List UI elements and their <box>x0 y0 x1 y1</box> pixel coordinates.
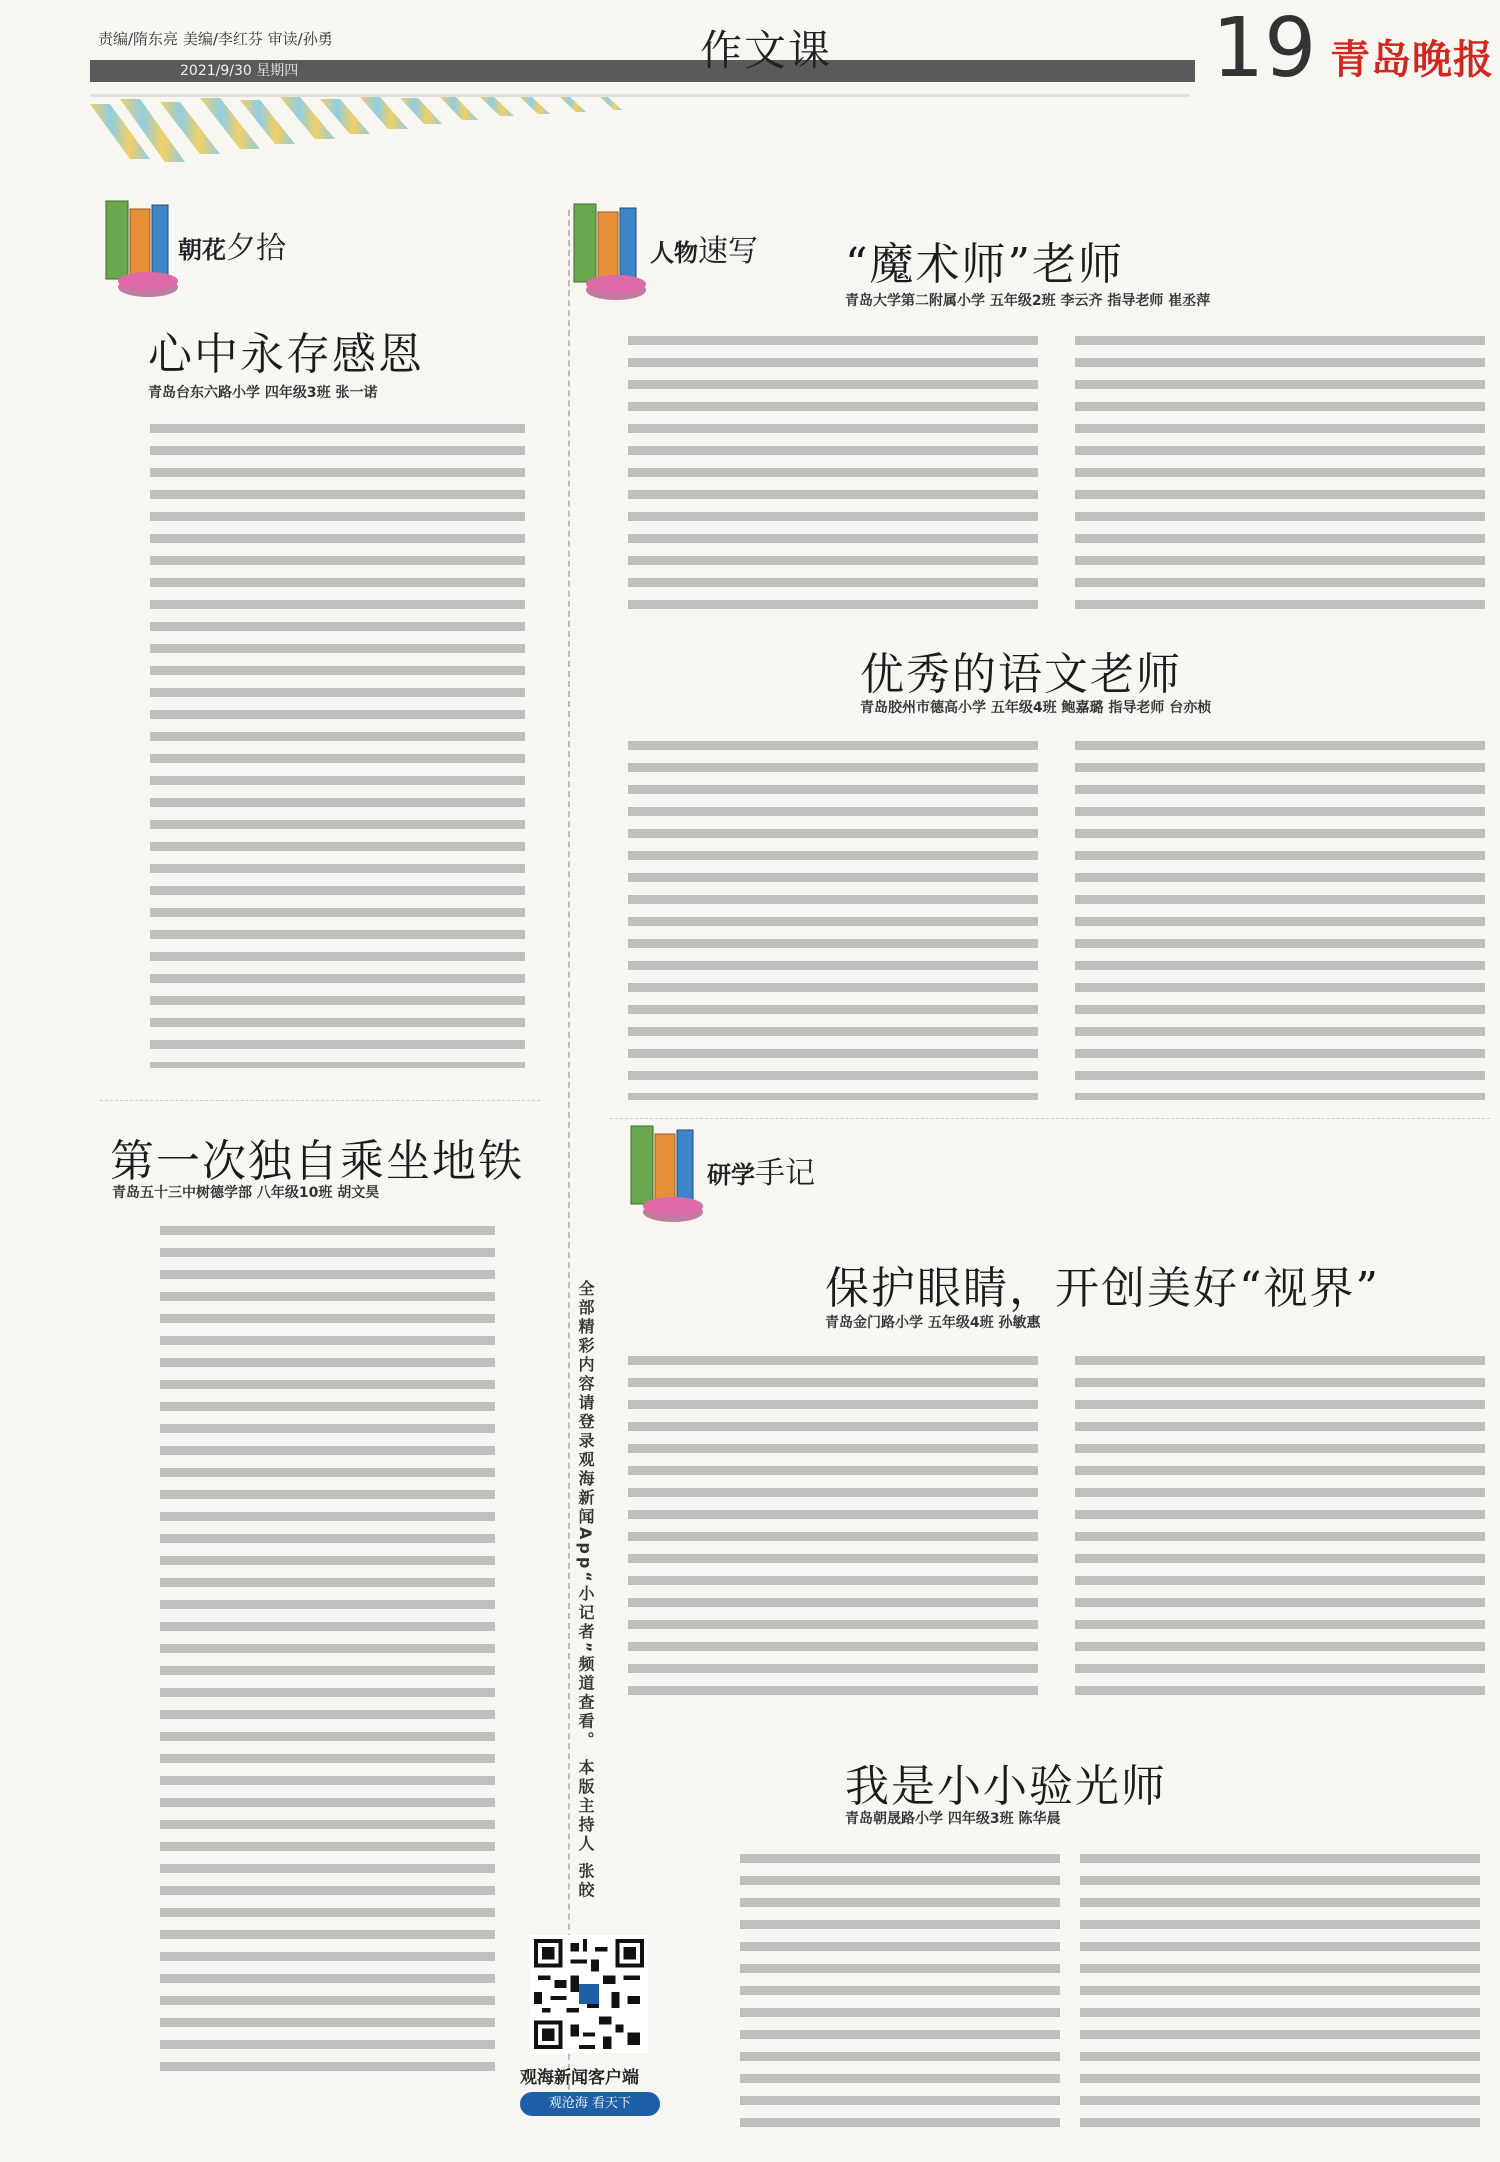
newspaper-name: 青岛晚报 <box>1330 36 1494 83</box>
section-badge-renwu <box>568 198 828 318</box>
books-icon <box>625 1120 705 1230</box>
article-title: 保护眼睛，开创美好“视界” <box>825 1263 1380 1314</box>
article-body <box>160 1220 495 2080</box>
article-title: 优秀的语文老师 <box>860 649 1182 700</box>
page-number: 19 <box>1212 1 1317 96</box>
article-body <box>628 735 1038 1100</box>
section-label: 人物速写 <box>650 234 758 269</box>
section-divider <box>100 1100 540 1101</box>
section-label: 研学手记 <box>707 1156 815 1191</box>
article-body <box>1075 735 1485 1100</box>
article-body <box>628 1350 1038 1705</box>
article-body <box>1080 1848 1480 2138</box>
article-byline: 青岛朝晟路小学 四年级3班 陈华晨 <box>845 1811 1061 1827</box>
article-byline: 青岛五十三中树德学部 八年级10班 胡文昊 <box>112 1185 380 1201</box>
qr-caption: 观海新闻客户端 <box>520 2068 639 2088</box>
article-byline: 青岛胶州市德高小学 五年级4班 鲍嘉璐 指导老师 台亦桢 <box>860 700 1212 716</box>
header-date: 2021/9/30 星期四 <box>180 63 299 79</box>
qr-slogan-badge: 观沧海 看天下 <box>520 2092 660 2116</box>
header-credits: 责编/隋东亮 美编/李红芬 审读/孙勇 <box>98 30 333 48</box>
page-section-title: 作文课 <box>700 26 833 75</box>
section-badge-chaohua <box>100 195 360 315</box>
article-title: 第一次独自乘坐地铁 <box>110 1136 524 1187</box>
section-divider <box>610 1118 1490 1119</box>
qr-code-icon <box>530 1935 648 2053</box>
section-badge-yanxue <box>625 1120 885 1240</box>
article-byline: 青岛大学第二附属小学 五年级2班 李云齐 指导老师 崔丞萍 <box>845 293 1211 309</box>
article-title: “魔术师”老师 <box>845 239 1124 290</box>
article-title: 我是小小验光师 <box>845 1761 1167 1812</box>
article-body <box>740 1848 1060 2138</box>
article-body <box>1075 1350 1485 1705</box>
section-label: 朝花夕拾 <box>178 231 286 266</box>
article-body <box>628 330 1038 620</box>
article-title: 心中永存感恩 <box>148 329 424 380</box>
article-body <box>150 418 525 1068</box>
side-note: 全部精彩内容请登录观海新闻App“小记者”频道查看。 本版主持人 张皎 <box>576 1280 595 1901</box>
books-icon <box>568 198 648 308</box>
decorative-ribbon <box>90 94 1190 164</box>
books-icon <box>100 195 180 305</box>
article-byline: 青岛金门路小学 五年级4班 孙敏惠 <box>825 1315 1041 1331</box>
article-body <box>1075 330 1485 620</box>
article-byline: 青岛台东六路小学 四年级3班 张一诺 <box>148 385 378 401</box>
